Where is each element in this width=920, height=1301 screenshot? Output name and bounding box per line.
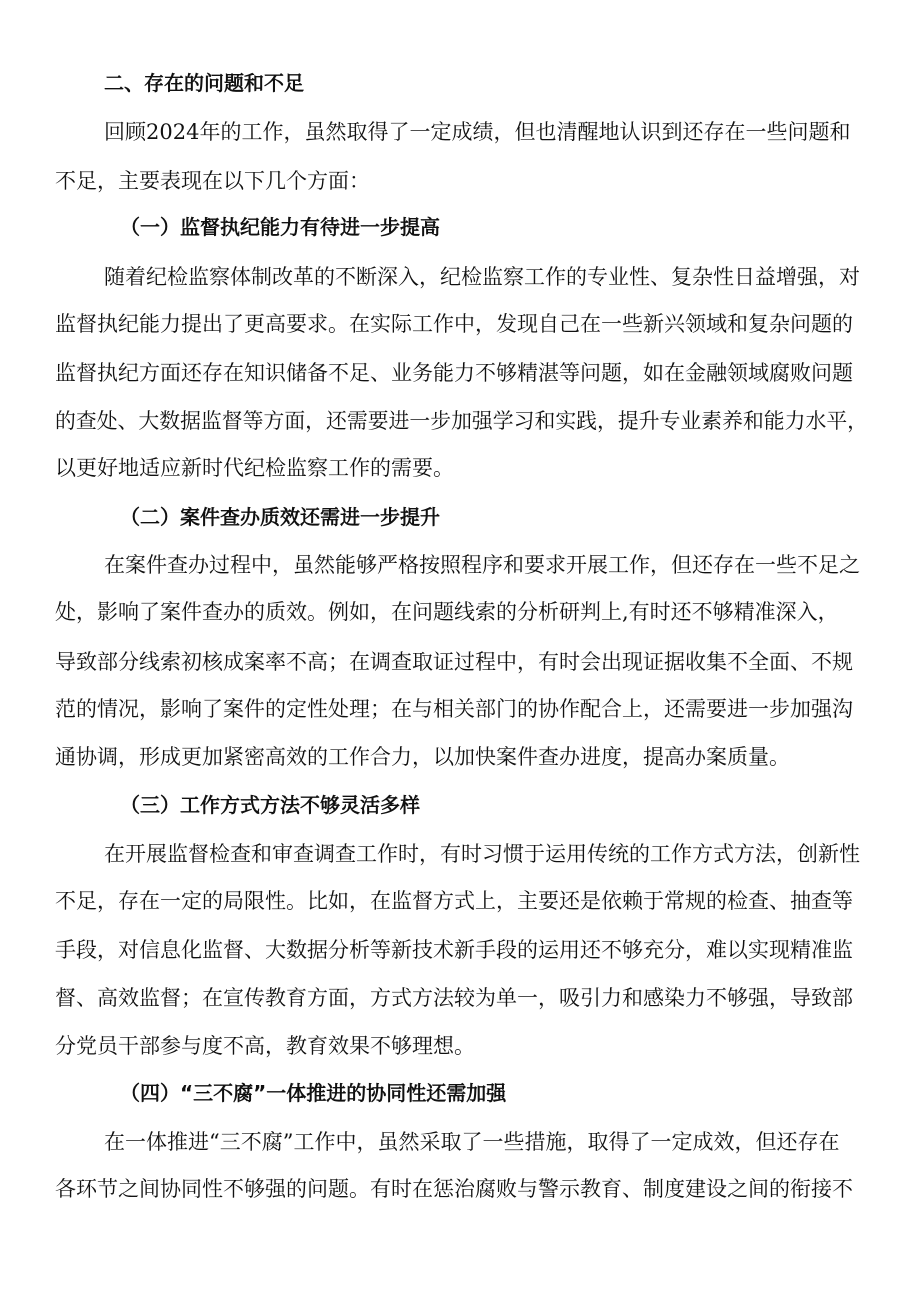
paragraph-line bbox=[0, 935, 920, 965]
paragraph-text: 各环节之间协同性不够强的问题。有时在惩治腐败与警示教育、制度建设之间的衔接不 bbox=[55, 1177, 853, 1201]
subsection-title-text: （一）监督执纪能力有待进一步提高 bbox=[120, 215, 440, 239]
paragraph-line bbox=[0, 694, 920, 724]
subsection-2-title bbox=[0, 502, 920, 532]
paragraph-text: 督、高效监督；在宣传教育方面，方式方法较为单一，吸引力和感染力不够强，导致部 bbox=[55, 986, 853, 1010]
paragraph-line bbox=[0, 983, 920, 1013]
paragraph-text: 不足，主要表现在以下几个方面： bbox=[55, 169, 370, 193]
subsection-title-text: （二）案件查办质效还需进一步提升 bbox=[120, 505, 440, 529]
section-title-text: 二、存在的问题和不足 bbox=[104, 71, 304, 95]
paragraph-text: 监督执纪方面还存在知识储备不足、业务能力不够精湛等问题，如在金融领域腐败问题 bbox=[55, 361, 853, 385]
paragraph-line bbox=[0, 647, 920, 677]
subsection-1-title bbox=[0, 212, 920, 242]
paragraph-line bbox=[0, 262, 920, 292]
paragraph-text: 手段，对信息化监督、大数据分析等新技术新手段的运用还不够充分，难以实现精准监 bbox=[55, 938, 853, 962]
paragraph-text: 监督执纪能力提出了更高要求。在实际工作中，发现自己在一些新兴领域和复杂问题的 bbox=[55, 312, 853, 336]
paragraph-line bbox=[0, 1031, 920, 1061]
subsection-title-text: （三）工作方式方法不够灵活多样 bbox=[120, 793, 420, 817]
paragraph-line bbox=[0, 597, 920, 627]
paragraph-line bbox=[0, 742, 920, 772]
paragraph-text: 在一体推进“三不腐”工作中，虽然采取了一些措施，取得了一定成效，但还存在 bbox=[104, 1130, 840, 1154]
paragraph-line bbox=[0, 550, 920, 580]
paragraph-text: 以更好地适应新时代纪检监察工作的需要。 bbox=[55, 456, 454, 480]
paragraph-line bbox=[0, 1127, 920, 1157]
paragraph-text: 在开展监督检查和审查调查工作时，有时习惯于运用传统的工作方式方法，创新性 bbox=[104, 842, 860, 866]
paragraph-line bbox=[0, 453, 920, 483]
paragraph-text: 导致部分线索初核成案率不高；在调查取证过程中，有时会出现证据收集不全面、不规 bbox=[55, 650, 853, 674]
paragraph-line bbox=[0, 309, 920, 339]
paragraph-line bbox=[0, 406, 920, 436]
subsection-title-text: （四）“三不腐”一体推进的协同性还需加强 bbox=[120, 1081, 507, 1105]
paragraph-text: 范的情况，影响了案件的定性处理；在与相关部门的协作配合上，还需要进一步加强沟 bbox=[55, 697, 853, 721]
paragraph-line bbox=[0, 358, 920, 388]
paragraph-line bbox=[0, 839, 920, 869]
paragraph-text: 回顾2024年的工作，虽然取得了一定成绩，但也清醒地认识到还存在一些问题和 bbox=[104, 120, 851, 144]
paragraph-line bbox=[0, 886, 920, 916]
paragraph-text: 分党员干部参与度不高，教育效果不够理想。 bbox=[55, 1034, 475, 1058]
paragraph-text: 随着纪检监察体制改革的不断深入，纪检监察工作的专业性、复杂性日益增强，对 bbox=[104, 265, 860, 289]
section-title bbox=[0, 68, 920, 98]
paragraph-text: 不足，存在一定的局限性。比如，在监督方式上，主要还是依赖于常规的检查、抽查等 bbox=[55, 889, 853, 913]
intro-paragraph-line bbox=[0, 166, 920, 196]
intro-paragraph-line bbox=[0, 117, 920, 147]
paragraph-text: 的查处、大数据监督等方面，还需要进一步加强学习和实践，提升专业素养和能力水平， bbox=[55, 409, 869, 433]
paragraph-text: 处，影响了案件查办的质效。例如，在问题线索的分析研判上,有时还不够精准深入， bbox=[55, 600, 839, 624]
subsection-3-title bbox=[0, 790, 920, 820]
paragraph-text: 在案件查办过程中，虽然能够严格按照程序和要求开展工作，但还存在一些不足之 bbox=[104, 553, 860, 577]
paragraph-line bbox=[0, 1174, 920, 1204]
subsection-4-title bbox=[0, 1078, 920, 1108]
paragraph-text: 通协调，形成更加紧密高效的工作合力，以加快案件查办进度，提高办案质量。 bbox=[55, 745, 790, 769]
